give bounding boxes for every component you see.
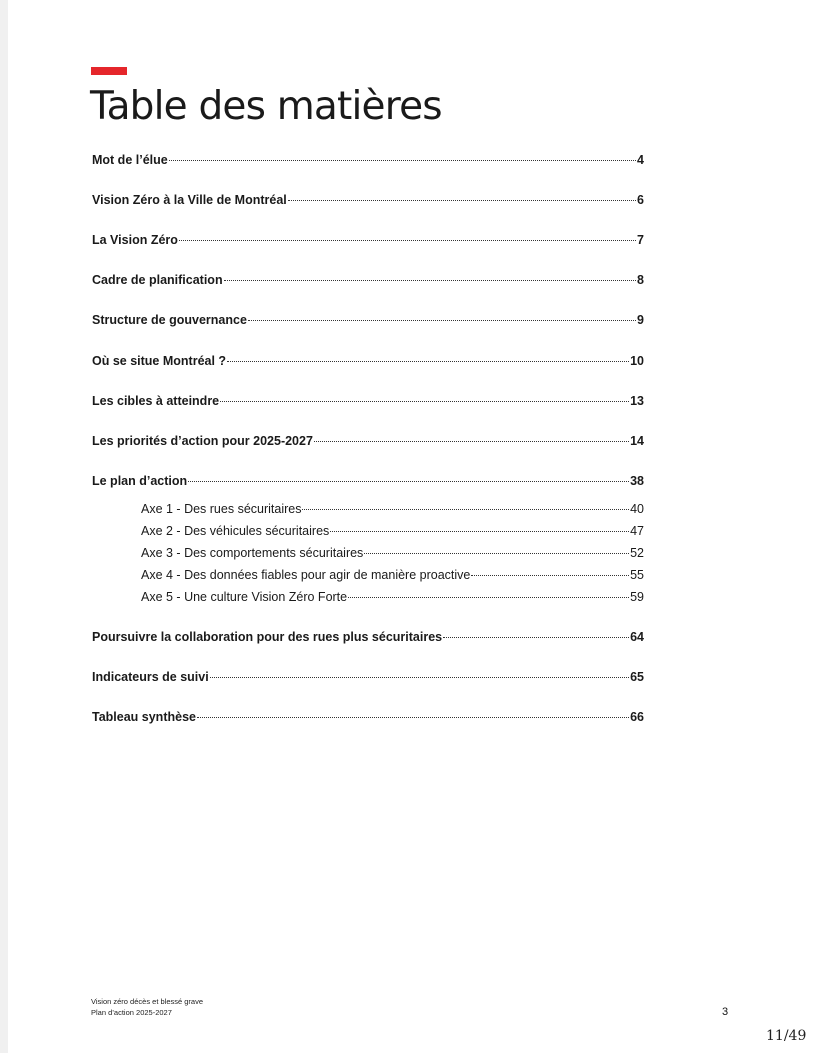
toc-sub-entry-page: 47 (630, 524, 644, 538)
toc-entry[interactable] (92, 669, 644, 685)
toc-leader-dots (179, 240, 636, 241)
toc-entry-label: Indicateurs de suivi (92, 670, 209, 684)
toc-leader-dots (443, 637, 629, 638)
toc-entry-page: 66 (630, 710, 644, 724)
toc-leader-dots (348, 597, 629, 598)
toc-entry-label: Mot de l’élue (92, 153, 168, 167)
page-number: 3 (722, 1006, 729, 1018)
toc-entry-page: 65 (630, 670, 644, 684)
toc-sub-entry-page: 59 (630, 590, 644, 604)
toc-leader-dots (314, 441, 629, 442)
toc-entry-page: 8 (637, 273, 644, 287)
toc-sub-entry[interactable] (141, 501, 644, 517)
toc-sub-entry-page: 52 (630, 546, 644, 560)
toc-entry-page: 6 (637, 193, 644, 207)
toc-entry-label: Vision Zéro à la Ville de Montréal (92, 193, 287, 207)
toc-sub-entry[interactable] (141, 589, 644, 605)
page-title: Table des matières (90, 84, 442, 129)
toc-sub-entry-label: Axe 1 - Des rues sécuritaires (141, 502, 302, 516)
toc-sub-entry-label: Axe 2 - Des véhicules sécuritaires (141, 524, 330, 538)
toc-leader-dots (248, 320, 636, 321)
toc-leader-dots (471, 575, 629, 576)
toc-entry[interactable] (92, 473, 644, 489)
toc-entry-page: 64 (630, 630, 644, 644)
toc-leader-dots (224, 280, 636, 281)
toc-entry-page: 13 (630, 394, 644, 408)
toc-leader-dots (330, 531, 629, 532)
toc-sub-entry-label: Axe 4 - Des données fiables pour agir de manière proactive (141, 568, 471, 582)
toc-leader-dots (188, 481, 629, 482)
toc-leader-dots (364, 553, 629, 554)
toc-entry-label: Le plan d’action (92, 474, 188, 488)
toc-sub-entry-label: Axe 3 - Des comportements sécuritaires (141, 546, 364, 560)
toc-entry-label: Les priorités d’action pour 2025-2027 (92, 434, 313, 448)
toc-entry-label: Poursuivre la collaboration pour des rues plus sécuritaires (92, 630, 443, 644)
toc-entry-page: 14 (630, 434, 644, 448)
toc-entry[interactable] (92, 629, 644, 645)
toc-entry-page: 9 (637, 313, 644, 327)
toc-entry-label: Tableau synthèse (92, 710, 196, 724)
toc-entry[interactable] (92, 353, 644, 369)
document-footer (91, 996, 203, 1018)
document-page (8, 0, 822, 1053)
toc-sub-entry-page: 55 (630, 568, 644, 582)
toc-entry[interactable] (92, 152, 644, 168)
toc-leader-dots (302, 509, 629, 510)
toc-sub-entry-page: 40 (630, 502, 644, 516)
toc-entry-label: Structure de gouvernance (92, 313, 247, 327)
toc-entry[interactable] (92, 232, 644, 248)
toc-entry-label: La Vision Zéro (92, 233, 178, 247)
toc-entry[interactable] (92, 393, 644, 409)
toc-leader-dots (227, 361, 629, 362)
toc-leader-dots (197, 717, 629, 718)
title-accent-bar (91, 67, 127, 75)
toc-entry-page: 4 (637, 153, 644, 167)
toc-leader-dots (220, 401, 629, 402)
toc-entry[interactable] (92, 709, 644, 725)
toc-entry-label: Où se situe Montréal ? (92, 354, 227, 368)
viewer-page-counter: 11/49 (766, 1028, 807, 1044)
toc-sub-entry-label: Axe 5 - Une culture Vision Zéro Forte (141, 590, 348, 604)
toc-sub-entry[interactable] (141, 567, 644, 583)
toc-leader-dots (288, 200, 636, 201)
toc-leader-dots (210, 677, 629, 678)
toc-entry[interactable] (92, 272, 644, 288)
toc-sub-entry[interactable] (141, 545, 644, 561)
toc-sub-entry[interactable] (141, 523, 644, 539)
toc-entry-page: 7 (637, 233, 644, 247)
toc-leader-dots (169, 160, 636, 161)
footer-document-subtitle: Plan d’action 2025-2027 (91, 1008, 172, 1017)
toc-entry-page: 10 (630, 354, 644, 368)
toc-entry-label: Cadre de planification (92, 273, 223, 287)
toc-entry-label: Les cibles à atteindre (92, 394, 220, 408)
toc-entry[interactable] (92, 192, 644, 208)
toc-entry-page: 38 (630, 474, 644, 488)
toc-entry[interactable] (92, 312, 644, 328)
footer-document-title: Vision zéro décès et blessé grave (91, 997, 204, 1006)
toc-entry[interactable] (92, 433, 644, 449)
